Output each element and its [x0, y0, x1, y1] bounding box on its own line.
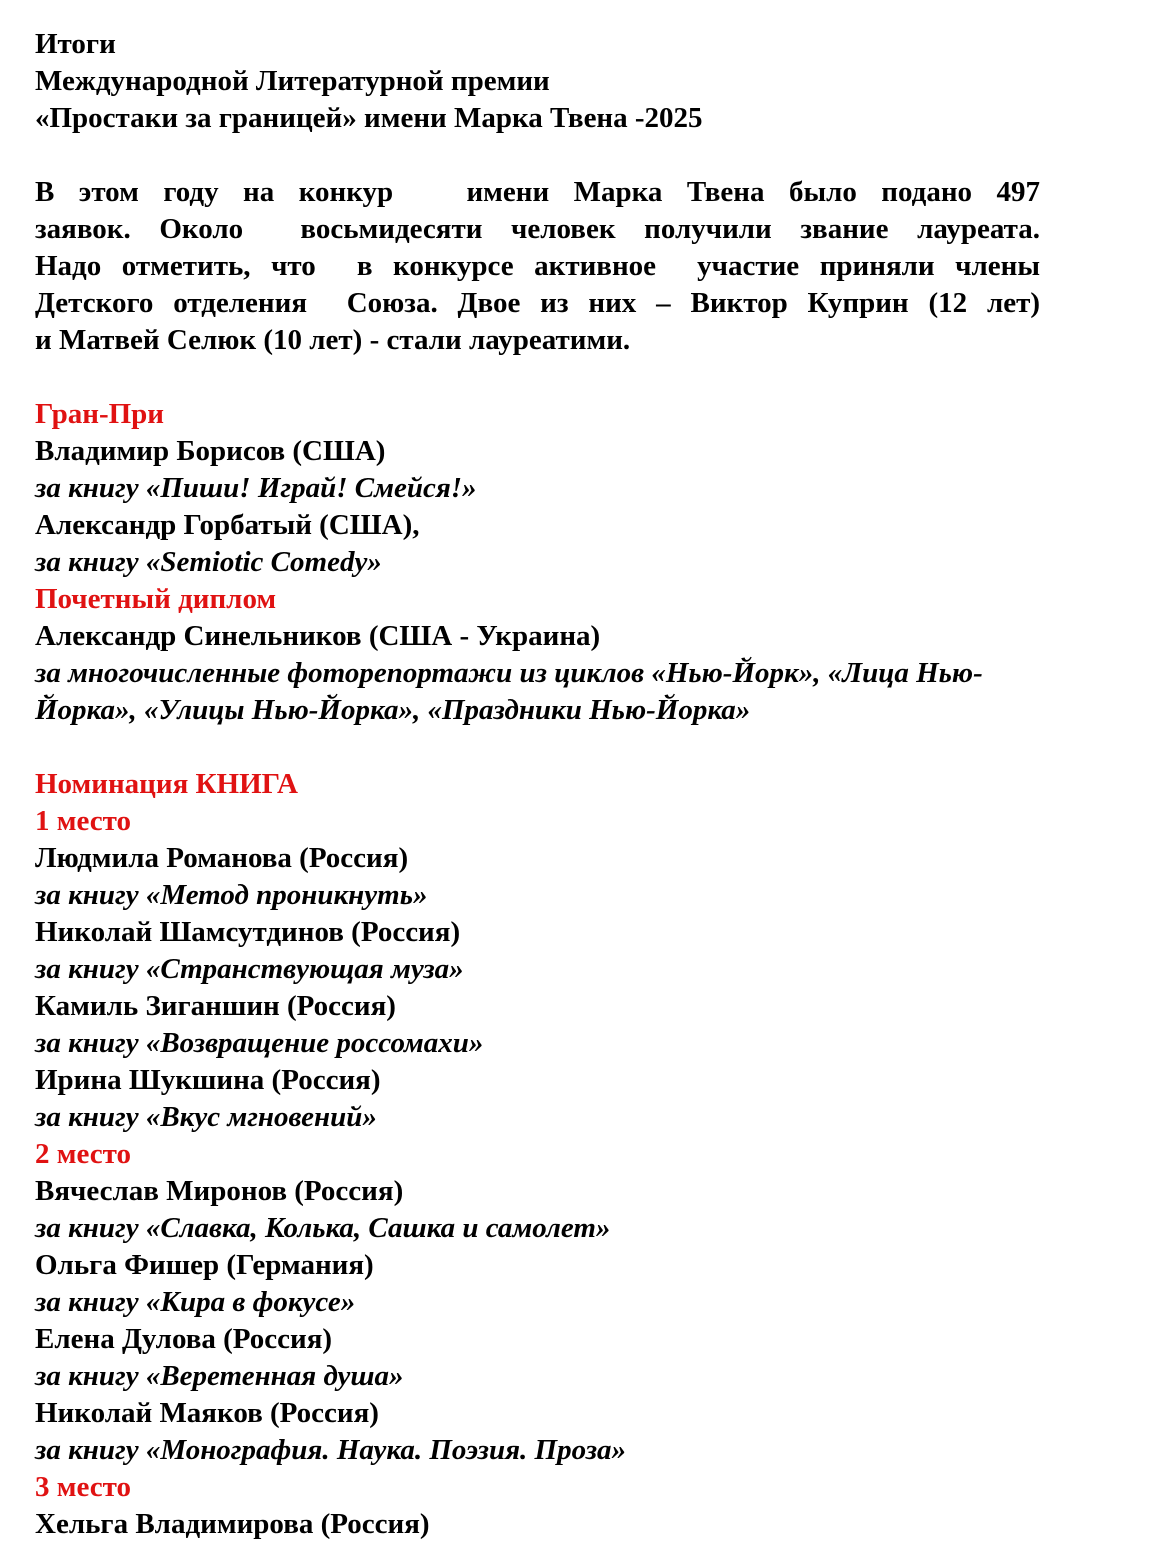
- result-line: Николай Маяков (Россия): [35, 1397, 379, 1429]
- result-line: [35, 729, 1040, 766]
- result-line: Ольга Фишер (Германия): [35, 1249, 374, 1281]
- result-line: Гран-При: [35, 398, 165, 430]
- intro-paragraph: [35, 174, 1040, 359]
- result-line: Ирина Шукшина (Россия): [35, 1064, 381, 1096]
- blank-line: [35, 137, 1040, 174]
- result-line: за книгу «Пиши! Играй! Смейся!»: [35, 472, 477, 504]
- result-line: Владимир Борисов (США): [35, 435, 386, 467]
- intro-line: Надо отметить, что в конкурсе активное участие приняли члены: [35, 250, 1040, 282]
- result-line: за книгу «Возвращение россомахи»: [35, 1027, 484, 1059]
- intro-last-line: и Матвей Селюк (10 лет) - стали лауреатими.: [35, 324, 631, 356]
- result-line: за книгу «Кира в фокусе»: [35, 1286, 356, 1318]
- result-line: Номинация КНИГА: [35, 768, 298, 800]
- title-line: Итоги: [35, 28, 116, 60]
- result-line: за книгу «Веретенная душа»: [35, 1360, 404, 1392]
- result-line: 1 место: [35, 805, 131, 837]
- result-line: Хельга Владимирова (Россия): [35, 1508, 430, 1540]
- result-line: за книгу «Монография. Наука. Поэзия. Проза»: [35, 1434, 627, 1466]
- intro-line: заявок. Около восьмидесяти человек получили звание лауреата.: [35, 213, 1040, 245]
- result-line: Николай Шамсутдинов (Россия): [35, 916, 461, 948]
- result-line: Александр Горбатый (США),: [35, 509, 420, 541]
- result-line: за книгу «Вкус мгновений»: [35, 1101, 377, 1133]
- result-line: Камиль Зиганшин (Россия): [35, 990, 396, 1022]
- intro-line: Детского отделения Союза. Двое из них – Виктор Куприн (12 лет): [35, 287, 1040, 319]
- result-line: Александр Синельников (США - Украина): [35, 620, 601, 652]
- result-line: Йорка», «Улицы Нью-Йорка», «Праздники Нью-Йорка»: [35, 694, 751, 726]
- title-line: Международной Литературной премии: [35, 65, 550, 97]
- result-line: за книгу «Метод проникнуть»: [35, 879, 428, 911]
- result-line: Почетный диплом: [35, 583, 277, 615]
- result-line: за книгу «Странствующая муза»: [35, 953, 464, 985]
- result-line: за книгу «Semiotic Comedy»: [35, 546, 382, 578]
- blank-line: [35, 359, 1040, 396]
- result-line: 3 место: [35, 1471, 131, 1503]
- result-line: Людмила Романова (Россия): [35, 842, 409, 874]
- result-line: за книгу «Славка, Колька, Сашка и самолет»: [35, 1212, 611, 1244]
- result-line: 2 место: [35, 1138, 131, 1170]
- results-list: [35, 396, 1040, 1543]
- page-title: [35, 26, 1040, 137]
- result-line: за многочисленные фоторепортажи из циклов «Нью-Йорк», «Лица Нью-: [35, 657, 983, 689]
- result-line: Елена Дулова (Россия): [35, 1323, 333, 1355]
- intro-justified-lines: [35, 174, 1040, 322]
- intro-line: В этом году на конкур имени Марка Твена было подано 497: [35, 176, 1040, 208]
- result-line: Вячеслав Миронов (Россия): [35, 1175, 404, 1207]
- title-line: «Простаки за границей» имени Марка Твена -2025: [35, 102, 703, 134]
